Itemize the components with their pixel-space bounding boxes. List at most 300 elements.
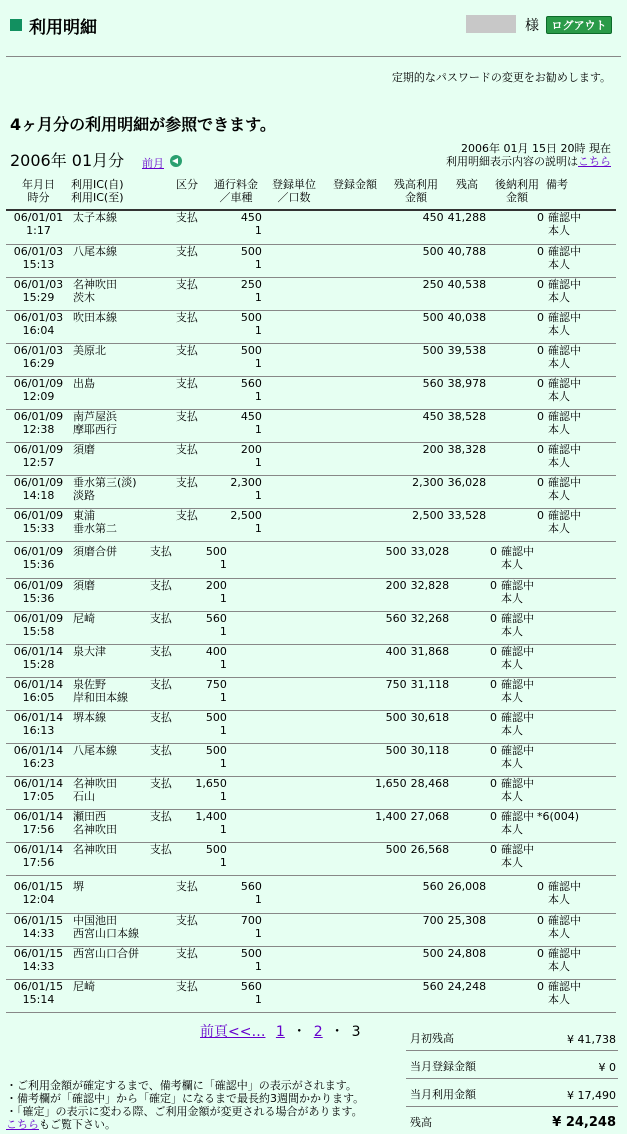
row-date: 06/01/09: [13, 409, 64, 423]
row-note-status: 確認中: [501, 677, 535, 691]
fee-cell: [181, 710, 229, 743]
row-bal: 1,650: [289, 776, 409, 809]
row-note-line: [501, 612, 614, 625]
row-car: 1: [219, 822, 227, 836]
ic-cell: [71, 211, 166, 244]
note-line: ・備考欄が「確認中」から「確定」になるまで最長約3週間かかります。: [6, 1092, 365, 1105]
row-note-status: 確認中: [501, 545, 535, 558]
pager-current-page: 3: [351, 1024, 361, 1040]
pager-page-1[interactable]: 1: [275, 1024, 285, 1040]
row-note-holder: 本人: [547, 455, 570, 469]
row-note-holder: 本人: [547, 257, 570, 271]
row-reg: [324, 376, 386, 409]
date-cell: [6, 409, 71, 442]
row-fee: 500: [205, 710, 227, 724]
row-time: 15:14: [22, 992, 55, 1006]
col-time: 時分: [27, 191, 50, 204]
ic-cell: [71, 913, 166, 946]
row-note-holder: 本人: [547, 488, 570, 502]
row-note-holder: 本人: [501, 756, 524, 770]
row-ic-from: 泉大津: [72, 644, 106, 658]
row-note-line: [501, 777, 614, 790]
row-note-holder: 本人: [501, 723, 524, 737]
row-date: 06/01/09: [13, 475, 64, 489]
table-row: [6, 710, 616, 743]
row-time: 15:33: [22, 521, 55, 535]
col-later-amount: 金額: [506, 191, 528, 204]
ic-cell: [71, 244, 166, 277]
fee-cell: [181, 644, 229, 677]
ic-cell: [71, 508, 166, 541]
row-time: 17:56: [22, 822, 55, 836]
row-unit: [229, 578, 289, 611]
fee-cell: [208, 310, 264, 343]
col-zan: 残高: [456, 178, 478, 191]
row-kubun: 支払: [166, 880, 208, 913]
row-note-line: [501, 810, 614, 823]
row-note-status: 確認中: [547, 409, 581, 423]
row-car: 1: [254, 257, 262, 271]
fee-cell: [208, 475, 264, 508]
fee-cell: [208, 913, 264, 946]
row-fee: 200: [205, 578, 227, 592]
row-kubun: 支払: [141, 809, 181, 842]
row-reg: [324, 277, 386, 310]
row-car: 1: [254, 926, 262, 940]
fee-cell: [208, 343, 264, 376]
prev-arrow-icon[interactable]: [170, 155, 182, 167]
table-row: [6, 244, 616, 277]
date-cell: [6, 644, 71, 677]
row-zan: 40,038: [446, 310, 489, 343]
row-date: 06/01/09: [13, 508, 64, 522]
row-ic-to: 摩耶西行: [72, 422, 117, 436]
row-car: 1: [254, 893, 262, 906]
row-fee: 500: [240, 310, 262, 324]
row-note-holder: 本人: [547, 224, 570, 237]
row-zan: 26,008: [446, 880, 489, 913]
row-note-holder: 本人: [547, 356, 570, 370]
col-later: 後納利用: [495, 178, 539, 191]
row-kubun: 支払: [141, 743, 181, 776]
row-unit: [264, 244, 324, 277]
row-ic-to: 茨木: [72, 290, 95, 304]
row-zan: 39,538: [446, 343, 489, 376]
date-cell: [6, 475, 71, 508]
note-cell: [499, 578, 616, 611]
row-note-line: [501, 678, 614, 691]
note-cell: [499, 776, 616, 809]
row-bal: 2,300: [386, 475, 446, 508]
ic-cell: [71, 880, 166, 913]
row-note-line: [501, 645, 614, 658]
row-fee: 750: [205, 677, 227, 691]
row-zan: 24,808: [446, 946, 489, 979]
row-date: 06/01/14: [13, 710, 64, 724]
row-later: 0: [451, 710, 499, 743]
row-unit: [264, 880, 324, 913]
date-cell: [6, 677, 71, 710]
prev-month-link[interactable]: 前月: [142, 157, 164, 170]
row-time: 15:28: [22, 657, 55, 671]
row-note-status: 確認中: [548, 913, 581, 927]
row-bal: 450: [386, 211, 446, 244]
title-square-icon: [10, 19, 22, 31]
row-reg: [324, 343, 386, 376]
row-car: 1: [254, 992, 262, 1006]
ic-cell: [71, 376, 166, 409]
table-row: [6, 743, 616, 776]
ic-cell: [71, 310, 166, 343]
ic-cell: [71, 743, 141, 776]
row-fee: 700: [240, 913, 262, 927]
row-note-status: 確認中: [547, 244, 581, 258]
row-ic-from: 堺本線: [72, 710, 106, 724]
fee-cell: [208, 508, 264, 541]
row-note-holder: 本人: [501, 789, 524, 803]
row-note-status: 確認中: [501, 611, 535, 625]
pager-prev-link[interactable]: 前頁<<…: [200, 1024, 266, 1040]
summary-value: ¥ 0: [514, 1050, 618, 1078]
row-kubun: 支払: [166, 244, 208, 277]
row-fee: 560: [205, 611, 227, 625]
row-car: 1: [254, 521, 262, 535]
summary-table: [406, 1022, 618, 1134]
row-fee: 450: [240, 409, 262, 423]
fee-cell: [181, 677, 229, 710]
row-unit: [264, 277, 324, 310]
row-ic-from: 尼崎: [72, 979, 95, 993]
note-cell: [546, 913, 616, 946]
row-bal: 2,500: [386, 508, 446, 541]
table-row: [6, 211, 616, 244]
row-kubun: 支払: [166, 343, 208, 376]
honorific-label: 様: [525, 18, 539, 34]
row-note-extra: *6(004): [537, 809, 580, 823]
pager-dot: ・: [292, 1024, 307, 1040]
date-cell: [6, 376, 71, 409]
row-note-holder: 本人: [501, 558, 524, 571]
row-ic-to: 石山: [72, 789, 95, 803]
note-cell: [546, 343, 616, 376]
row-later: 0: [451, 578, 499, 611]
table-row: [6, 776, 616, 809]
row-zan: 41,288: [446, 211, 489, 244]
row-zan: 32,268: [409, 611, 452, 644]
row-zan: 38,978: [446, 376, 489, 409]
row-date: 06/01/14: [13, 809, 64, 823]
row-reg: [324, 880, 386, 913]
row-zan: 33,028: [409, 545, 452, 578]
date-cell: [6, 277, 71, 310]
row-unit: [229, 743, 289, 776]
note-cell: [499, 710, 616, 743]
fee-cell: [208, 409, 264, 442]
row-ic-from: 東浦: [72, 508, 95, 522]
row-later: 0: [488, 343, 546, 376]
row-later: 0: [451, 545, 499, 578]
row-note-holder: 本人: [547, 521, 570, 535]
row-ic-to: 岸和田本線: [72, 690, 128, 704]
history-table-group3: [6, 880, 616, 1013]
row-unit: [229, 842, 289, 875]
row-kubun: 支払: [166, 979, 208, 1012]
row-kubun: 支払: [166, 946, 208, 979]
table-row: [6, 880, 616, 913]
pager-page-2[interactable]: 2: [313, 1024, 323, 1040]
row-later: 0: [488, 913, 546, 946]
row-kubun: 支払: [141, 644, 181, 677]
password-notice: 定期的なパスワードの変更をお勧めします。: [391, 71, 611, 84]
row-zan: 24,248: [446, 979, 489, 1012]
row-unit: [229, 776, 289, 809]
row-note-status: 確認中: [547, 277, 581, 291]
summary-label: 当月登録金額: [406, 1050, 514, 1078]
row-car: 1: [219, 657, 227, 671]
row-reg: [324, 508, 386, 541]
row-time: 12:04: [22, 893, 55, 906]
row-time: 12:57: [22, 455, 55, 469]
date-cell: [6, 244, 71, 277]
row-time: 15:13: [22, 257, 55, 271]
row-reg: [324, 310, 386, 343]
row-unit: [229, 809, 289, 842]
row-bal: 250: [386, 277, 446, 310]
row-later: 0: [488, 211, 546, 244]
row-zan: 28,468: [409, 776, 452, 809]
row-kubun: 支払: [166, 475, 208, 508]
fee-cell: [208, 376, 264, 409]
row-car: 1: [219, 690, 227, 704]
ic-cell: [71, 277, 166, 310]
explanation-link[interactable]: こちら: [578, 155, 611, 168]
date-cell: [6, 545, 71, 578]
notes-link[interactable]: こちら: [6, 1118, 39, 1131]
row-note-status: 確認中: [547, 475, 581, 489]
row-later: 0: [488, 376, 546, 409]
row-fee: 200: [240, 442, 262, 456]
note-line: [6, 1118, 364, 1131]
row-fee: 500: [205, 842, 227, 856]
row-bal: 560: [386, 979, 446, 1012]
row-date: 06/01/01: [13, 211, 64, 224]
row-note-status: 確認中: [547, 211, 581, 224]
row-fee: 2,500: [230, 508, 262, 522]
row-kubun: 支払: [166, 508, 208, 541]
table-row: [6, 277, 616, 310]
row-date: 06/01/03: [13, 277, 64, 291]
row-later: 0: [451, 644, 499, 677]
history-table-group1: [6, 211, 616, 542]
row-unit: [264, 979, 324, 1012]
row-date: 06/01/15: [13, 880, 64, 893]
row-zan: 30,118: [409, 743, 452, 776]
row-date: 06/01/09: [13, 578, 64, 592]
table-row: [6, 508, 616, 541]
row-car: 1: [254, 389, 262, 403]
row-car: 1: [219, 591, 227, 605]
row-car: 1: [254, 224, 262, 237]
row-bal: 500: [289, 545, 409, 578]
row-later: 0: [488, 409, 546, 442]
date-cell: [6, 508, 71, 541]
row-fee: 400: [205, 644, 227, 658]
row-ic-from: 須磨: [72, 442, 95, 456]
date-cell: [6, 946, 71, 979]
col-note: 備考: [546, 178, 568, 191]
table-row: [6, 677, 616, 710]
date-cell: [6, 578, 71, 611]
row-kubun: 支払: [141, 611, 181, 644]
row-ic-from: 太子本線: [72, 211, 117, 224]
row-bal: 700: [386, 913, 446, 946]
note-cell: [499, 545, 616, 578]
row-fee: 500: [240, 343, 262, 357]
row-date: 06/01/14: [13, 776, 64, 790]
logout-button[interactable]: ログアウト: [546, 16, 612, 34]
row-unit: [264, 409, 324, 442]
note-cell: [499, 743, 616, 776]
row-later: 0: [488, 244, 546, 277]
note-cell: [499, 611, 616, 644]
fee-cell: [208, 880, 264, 913]
row-later: 0: [488, 979, 546, 1012]
header: [0, 0, 627, 54]
row-later: 0: [488, 880, 546, 913]
note-cell: [546, 979, 616, 1012]
date-cell: [6, 776, 71, 809]
row-car: 1: [254, 323, 262, 337]
col-ic-from: 利用IC(自): [71, 178, 124, 191]
row-time: 14:33: [22, 926, 55, 940]
fee-cell: [181, 743, 229, 776]
row-note-holder: 本人: [501, 690, 524, 704]
notes-link-suffix: もご覧下さい。: [39, 1118, 116, 1131]
row-time: 15:36: [22, 558, 55, 571]
row-kubun: 支払: [166, 277, 208, 310]
date-cell: [6, 310, 71, 343]
note-cell: [546, 442, 616, 475]
row-ic-from: 須磨: [72, 578, 95, 592]
row-car: 1: [254, 356, 262, 370]
summary-value: ¥ 17,490: [514, 1078, 618, 1106]
row-ic-to: 垂水第二: [72, 521, 117, 535]
row-time: 16:23: [22, 756, 55, 770]
ic-cell: [71, 842, 141, 875]
summary-value: ¥ 24,248: [514, 1106, 618, 1134]
note-cell: [499, 677, 616, 710]
note-cell: [499, 842, 616, 875]
fee-cell: [181, 809, 229, 842]
row-time: 16:13: [22, 723, 55, 737]
pager: [200, 1021, 361, 1041]
row-reg: [324, 979, 386, 1012]
row-zan: 36,028: [446, 475, 489, 508]
table-row: [6, 913, 616, 946]
row-note-holder: 本人: [547, 389, 570, 403]
row-time: 15:29: [22, 290, 55, 304]
page-title: 利用明細: [29, 18, 97, 38]
date-cell: [6, 842, 71, 875]
row-bal: 500: [386, 343, 446, 376]
row-ic-from: 八尾本線: [72, 244, 117, 258]
row-ic-from: 須磨合併: [72, 545, 117, 558]
ic-cell: [71, 644, 141, 677]
row-bal: 200: [386, 442, 446, 475]
row-zan: 33,528: [446, 508, 489, 541]
row-zan: 31,868: [409, 644, 452, 677]
row-note-status: 確認中: [501, 644, 535, 658]
fee-cell: [208, 442, 264, 475]
note-cell: [546, 376, 616, 409]
row-zan: 31,118: [409, 677, 452, 710]
note-cell: [546, 508, 616, 541]
pager-dot: ・: [330, 1024, 345, 1040]
row-later: 0: [488, 310, 546, 343]
date-cell: [6, 611, 71, 644]
date-cell: [6, 343, 71, 376]
row-fee: 500: [240, 244, 262, 258]
row-car: 1: [254, 455, 262, 469]
row-note-status: 確認中: [501, 743, 535, 757]
row-later: 0: [451, 809, 499, 842]
row-kubun: 支払: [166, 913, 208, 946]
row-ic-from: 名神吹田: [72, 776, 117, 790]
row-bal: 750: [289, 677, 409, 710]
table-row: [6, 644, 616, 677]
row-reg: [324, 913, 386, 946]
fee-cell: [181, 776, 229, 809]
date-cell: [6, 710, 71, 743]
notes: [6, 1079, 364, 1131]
col-ic-to: 利用IC(至): [71, 191, 124, 204]
row-car: 1: [254, 959, 262, 973]
date-cell: [6, 809, 71, 842]
row-reg: [324, 211, 386, 244]
table-row: [6, 809, 616, 842]
row-bal: 500: [386, 946, 446, 979]
row-unit: [229, 710, 289, 743]
fee-cell: [208, 946, 264, 979]
fee-cell: [208, 211, 264, 244]
row-reg: [324, 244, 386, 277]
row-car: 1: [254, 422, 262, 436]
history-table-group2: [6, 545, 616, 876]
table-row: [6, 611, 616, 644]
row-kubun: 支払: [141, 710, 181, 743]
ic-cell: [71, 946, 166, 979]
row-car: 1: [254, 290, 262, 304]
note-cell: [546, 277, 616, 310]
row-bal: 500: [289, 743, 409, 776]
note-cell: [546, 475, 616, 508]
row-note-holder: 本人: [548, 893, 570, 906]
row-note-holder: 本人: [547, 323, 570, 337]
row-zan: 26,568: [409, 842, 452, 875]
row-note-line: [501, 545, 614, 558]
row-later: 0: [451, 611, 499, 644]
row-unit: [264, 442, 324, 475]
fee-cell: [181, 578, 229, 611]
row-note-line: [501, 579, 614, 592]
row-time: 17:05: [22, 789, 55, 803]
table-row: [6, 578, 616, 611]
row-fee: 1,400: [195, 809, 227, 823]
date-cell: [6, 913, 71, 946]
row-date: 06/01/03: [13, 244, 64, 258]
row-fee: 1,650: [195, 776, 227, 790]
row-ic-from: 泉佐野: [72, 677, 106, 691]
